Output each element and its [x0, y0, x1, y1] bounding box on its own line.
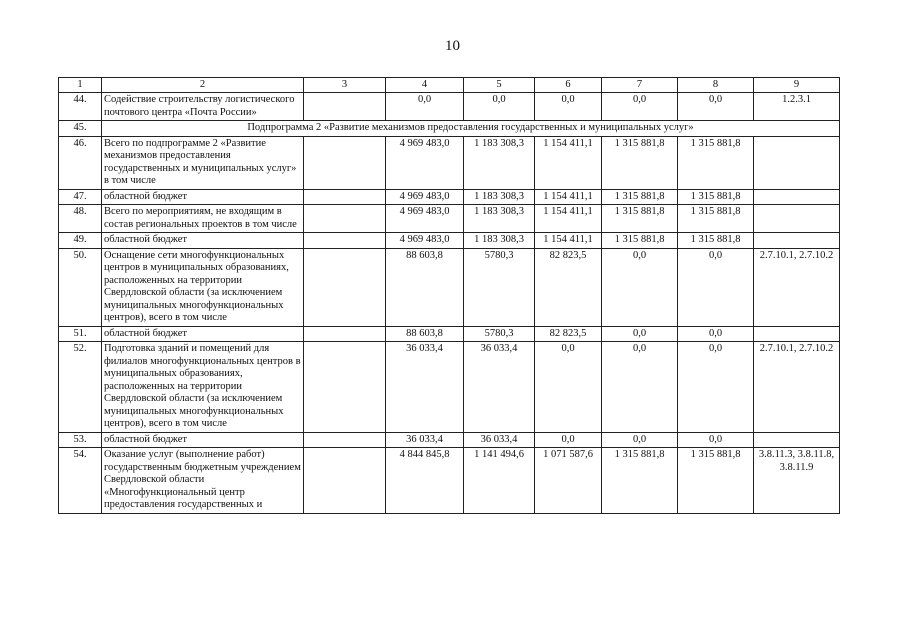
table-row [59, 205, 840, 233]
row-value-col8: 1 315 881,8 [678, 205, 754, 233]
row-name: областной бюджет [102, 189, 304, 205]
header-cell: 6 [535, 78, 602, 93]
row-value-col5: 5780,3 [464, 248, 535, 326]
row-value-col5: 36 033,4 [464, 432, 535, 448]
row-value-total: 88 603,8 [386, 248, 464, 326]
row-value-col8: 1 315 881,8 [678, 233, 754, 249]
row-name: Всего по мероприятиям, не входящим в состав региональных проектов в том числе [102, 205, 304, 233]
section-title: Подпрограмма 2 «Развитие механизмов предоставления государственных и муниципальных услуг» [102, 121, 840, 137]
row-target-ref [754, 326, 840, 342]
row-value-col8: 1 315 881,8 [678, 448, 754, 514]
row-value-col7: 1 315 881,8 [602, 189, 678, 205]
row-value-col6: 82 823,5 [535, 326, 602, 342]
row-value-col5: 1 141 494,6 [464, 448, 535, 514]
row-value-total: 4 969 483,0 [386, 205, 464, 233]
row-name: Оснащение сети многофункциональных центров в муниципальных образованиях, расположенных на территории Свердловской области (за исключением муниципальных многофункциональных центров), всего в том числе [102, 248, 304, 326]
row-value-total: 4 844 845,8 [386, 448, 464, 514]
row-value-col7: 1 315 881,8 [602, 136, 678, 189]
row-number: 51. [59, 326, 102, 342]
row-col3 [304, 136, 386, 189]
row-target-ref: 2.7.10.1, 2.7.10.2 [754, 248, 840, 326]
row-name: областной бюджет [102, 432, 304, 448]
row-value-col7: 0,0 [602, 93, 678, 121]
row-value-col6: 0,0 [535, 342, 602, 433]
row-number: 44. [59, 93, 102, 121]
row-col3 [304, 448, 386, 514]
row-number: 50. [59, 248, 102, 326]
row-value-col8: 1 315 881,8 [678, 136, 754, 189]
row-number: 48. [59, 205, 102, 233]
row-value-col7: 0,0 [602, 248, 678, 326]
row-target-ref: 3.8.11.3, 3.8.11.8, 3.8.11.9 [754, 448, 840, 514]
row-value-total: 4 969 483,0 [386, 136, 464, 189]
row-value-total: 36 033,4 [386, 432, 464, 448]
table-row [59, 233, 840, 249]
row-value-col7: 1 315 881,8 [602, 448, 678, 514]
row-value-col7: 1 315 881,8 [602, 233, 678, 249]
section-row [59, 121, 840, 137]
row-value-col6: 1 154 411,1 [535, 205, 602, 233]
row-target-ref [754, 189, 840, 205]
row-number: 47. [59, 189, 102, 205]
row-number: 52. [59, 342, 102, 433]
row-value-col5: 1 183 308,3 [464, 233, 535, 249]
row-value-col6: 1 154 411,1 [535, 189, 602, 205]
row-target-ref: 1.2.3.1 [754, 93, 840, 121]
row-number: 53. [59, 432, 102, 448]
row-target-ref [754, 233, 840, 249]
table-row [59, 136, 840, 189]
row-value-col5: 1 183 308,3 [464, 136, 535, 189]
page-number: 10 [445, 38, 460, 54]
row-col3 [304, 93, 386, 121]
header-cell: 2 [102, 78, 304, 93]
row-value-col7: 0,0 [602, 326, 678, 342]
row-target-ref [754, 205, 840, 233]
table-row [59, 432, 840, 448]
row-value-total: 4 969 483,0 [386, 189, 464, 205]
header-cell: 7 [602, 78, 678, 93]
row-name: Всего по подпрограмме 2 «Развитие механизмов предоставления государственных и муниципальных услуг» в том числе [102, 136, 304, 189]
table-row [59, 189, 840, 205]
row-target-ref [754, 136, 840, 189]
table-header-row [59, 78, 840, 93]
row-value-col7: 1 315 881,8 [602, 205, 678, 233]
row-col3 [304, 432, 386, 448]
row-value-col6: 1 154 411,1 [535, 136, 602, 189]
row-name: областной бюджет [102, 326, 304, 342]
row-number: 54. [59, 448, 102, 514]
row-col3 [304, 205, 386, 233]
row-target-ref [754, 432, 840, 448]
row-value-col5: 0,0 [464, 93, 535, 121]
table-row [59, 248, 840, 326]
row-value-col7: 0,0 [602, 342, 678, 433]
row-col3 [304, 189, 386, 205]
header-cell: 4 [386, 78, 464, 93]
header-cell: 5 [464, 78, 535, 93]
header-cell: 1 [59, 78, 102, 93]
row-number: 49. [59, 233, 102, 249]
row-col3 [304, 326, 386, 342]
row-value-col6: 0,0 [535, 93, 602, 121]
row-value-col5: 5780,3 [464, 326, 535, 342]
row-number: 46. [59, 136, 102, 189]
row-name: областной бюджет [102, 233, 304, 249]
row-value-col6: 82 823,5 [535, 248, 602, 326]
row-value-col5: 1 183 308,3 [464, 189, 535, 205]
row-value-col8: 0,0 [678, 93, 754, 121]
row-value-col8: 0,0 [678, 326, 754, 342]
row-value-total: 36 033,4 [386, 342, 464, 433]
row-value-col7: 0,0 [602, 432, 678, 448]
row-value-total: 88 603,8 [386, 326, 464, 342]
header-cell: 9 [754, 78, 840, 93]
row-value-col6: 1 154 411,1 [535, 233, 602, 249]
row-col3 [304, 233, 386, 249]
row-col3 [304, 248, 386, 326]
row-number: 45. [59, 121, 102, 137]
row-value-col6: 1 071 587,6 [535, 448, 602, 514]
row-name: Содействие строительству логистического почтового центра «Почта России» [102, 93, 304, 121]
row-name: Подготовка зданий и помещений для филиалов многофункциональных центров в муниципальных образованиях, расположенных на территории Свердловской области (за исключением муниципальных многофункциональных центров), всего в том числе [102, 342, 304, 433]
table-row [59, 93, 840, 121]
budget-table [58, 77, 840, 514]
row-value-total: 0,0 [386, 93, 464, 121]
row-value-col5: 1 183 308,3 [464, 205, 535, 233]
header-cell: 8 [678, 78, 754, 93]
row-value-col8: 0,0 [678, 432, 754, 448]
row-value-col8: 1 315 881,8 [678, 189, 754, 205]
row-value-col8: 0,0 [678, 248, 754, 326]
row-value-col8: 0,0 [678, 342, 754, 433]
row-col3 [304, 342, 386, 433]
row-value-col6: 0,0 [535, 432, 602, 448]
row-target-ref: 2.7.10.1, 2.7.10.2 [754, 342, 840, 433]
table-row [59, 326, 840, 342]
row-name: Оказание услуг (выполнение работ) государственным бюджетным учреждением Свердловской области «Многофункциональный центр предоставления государственных и [102, 448, 304, 514]
table-row [59, 448, 840, 514]
table-body [59, 78, 840, 514]
row-value-col5: 36 033,4 [464, 342, 535, 433]
table-row [59, 342, 840, 433]
header-cell: 3 [304, 78, 386, 93]
row-value-total: 4 969 483,0 [386, 233, 464, 249]
